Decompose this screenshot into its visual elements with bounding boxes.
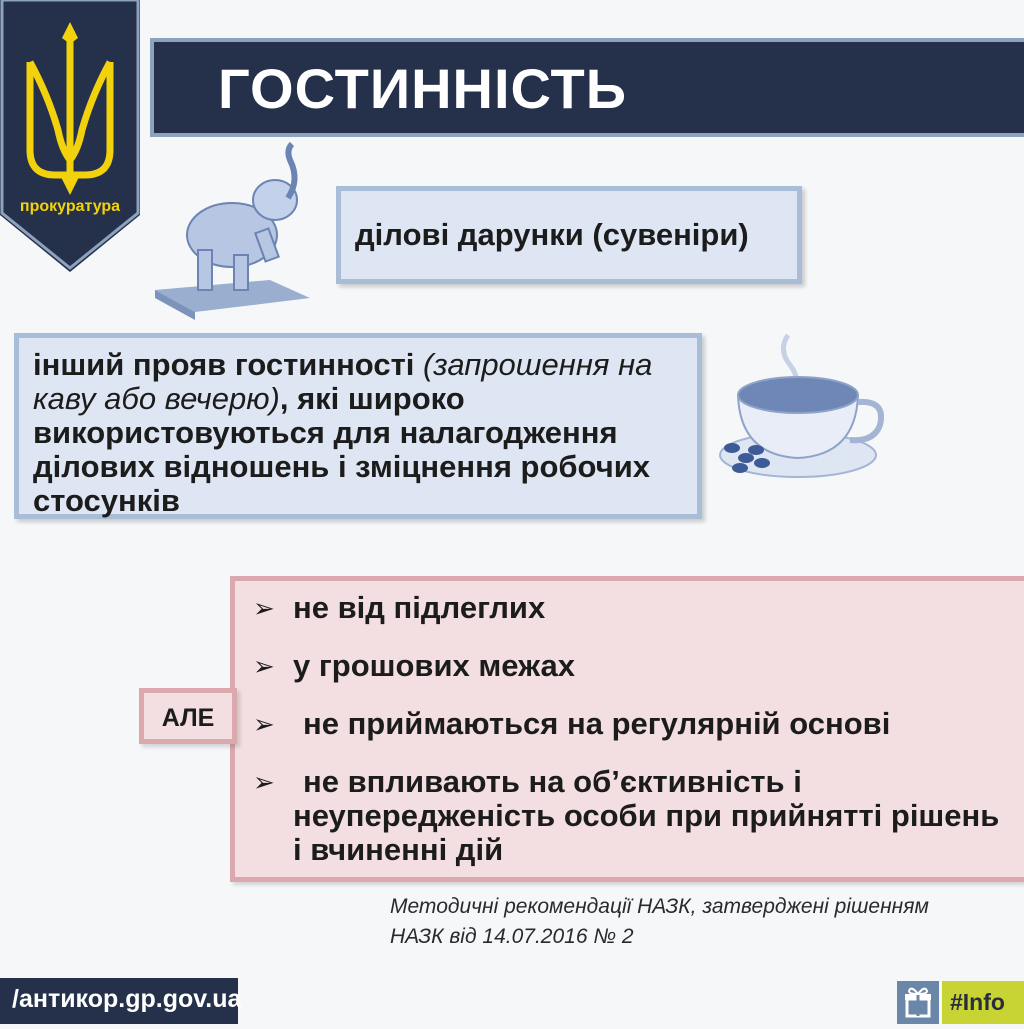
- site-url[interactable]: /антикор.gp.gov.ua: [12, 985, 242, 1013]
- condition-item: ➢ не від підлеглих: [253, 590, 546, 625]
- hospitality-rest: , які широко використовуються для налагодження ділових відношень і зміцнення робочих стосунків: [33, 381, 651, 518]
- source-line-1: Методичні рекомендації НАЗК, затверджені рішенням: [390, 895, 929, 918]
- title-banner: [150, 38, 1024, 137]
- conditions-box: [230, 576, 1024, 882]
- gifts-box: [336, 186, 802, 284]
- condition-item: ➢ у грошових межах: [253, 648, 575, 683]
- hospitality-lead: інший прояв гостинності: [33, 347, 423, 382]
- hospitality-text: [33, 348, 689, 518]
- arrow-bullet-icon: ➢: [253, 709, 275, 739]
- conditions-list: [253, 591, 1014, 891]
- prosecutor-emblem: [0, 0, 140, 275]
- source-note: [390, 892, 1024, 952]
- arrow-bullet-icon: ➢: [253, 767, 275, 797]
- info-tag-text: #Info: [950, 989, 1005, 1015]
- but-label: АЛЕ: [161, 704, 215, 732]
- hospitality-note: (запрошення на каву або вечерю): [33, 347, 653, 416]
- info-tag: [942, 981, 1024, 1024]
- gifts-text: ділові дарунки (сувеніри): [355, 217, 749, 252]
- page-title: ГОСТИННІСТЬ: [218, 57, 628, 120]
- arrow-bullet-icon: ➢: [253, 593, 275, 623]
- emblem-label: прокуратура: [19, 198, 121, 215]
- elephant-figurine-icon: [150, 140, 320, 320]
- coffee-cup-icon: [718, 330, 888, 490]
- trident-icon: [0, 0, 140, 275]
- but-label-box: [139, 688, 237, 744]
- condition-item: ➢ не приймаються на регулярній основі: [253, 706, 891, 741]
- source-line-2: НАЗК від 14.07.2016 № 2: [390, 925, 634, 948]
- site-link[interactable]: [0, 978, 242, 1024]
- arrow-bullet-icon: ➢: [253, 651, 275, 681]
- hospitality-box: [14, 333, 702, 519]
- gift-icon: [897, 981, 939, 1024]
- condition-item: ➢ не впливають на об’єктивність і неупередженість особи при прийнятті рішень і вчиненні дій: [253, 764, 1000, 867]
